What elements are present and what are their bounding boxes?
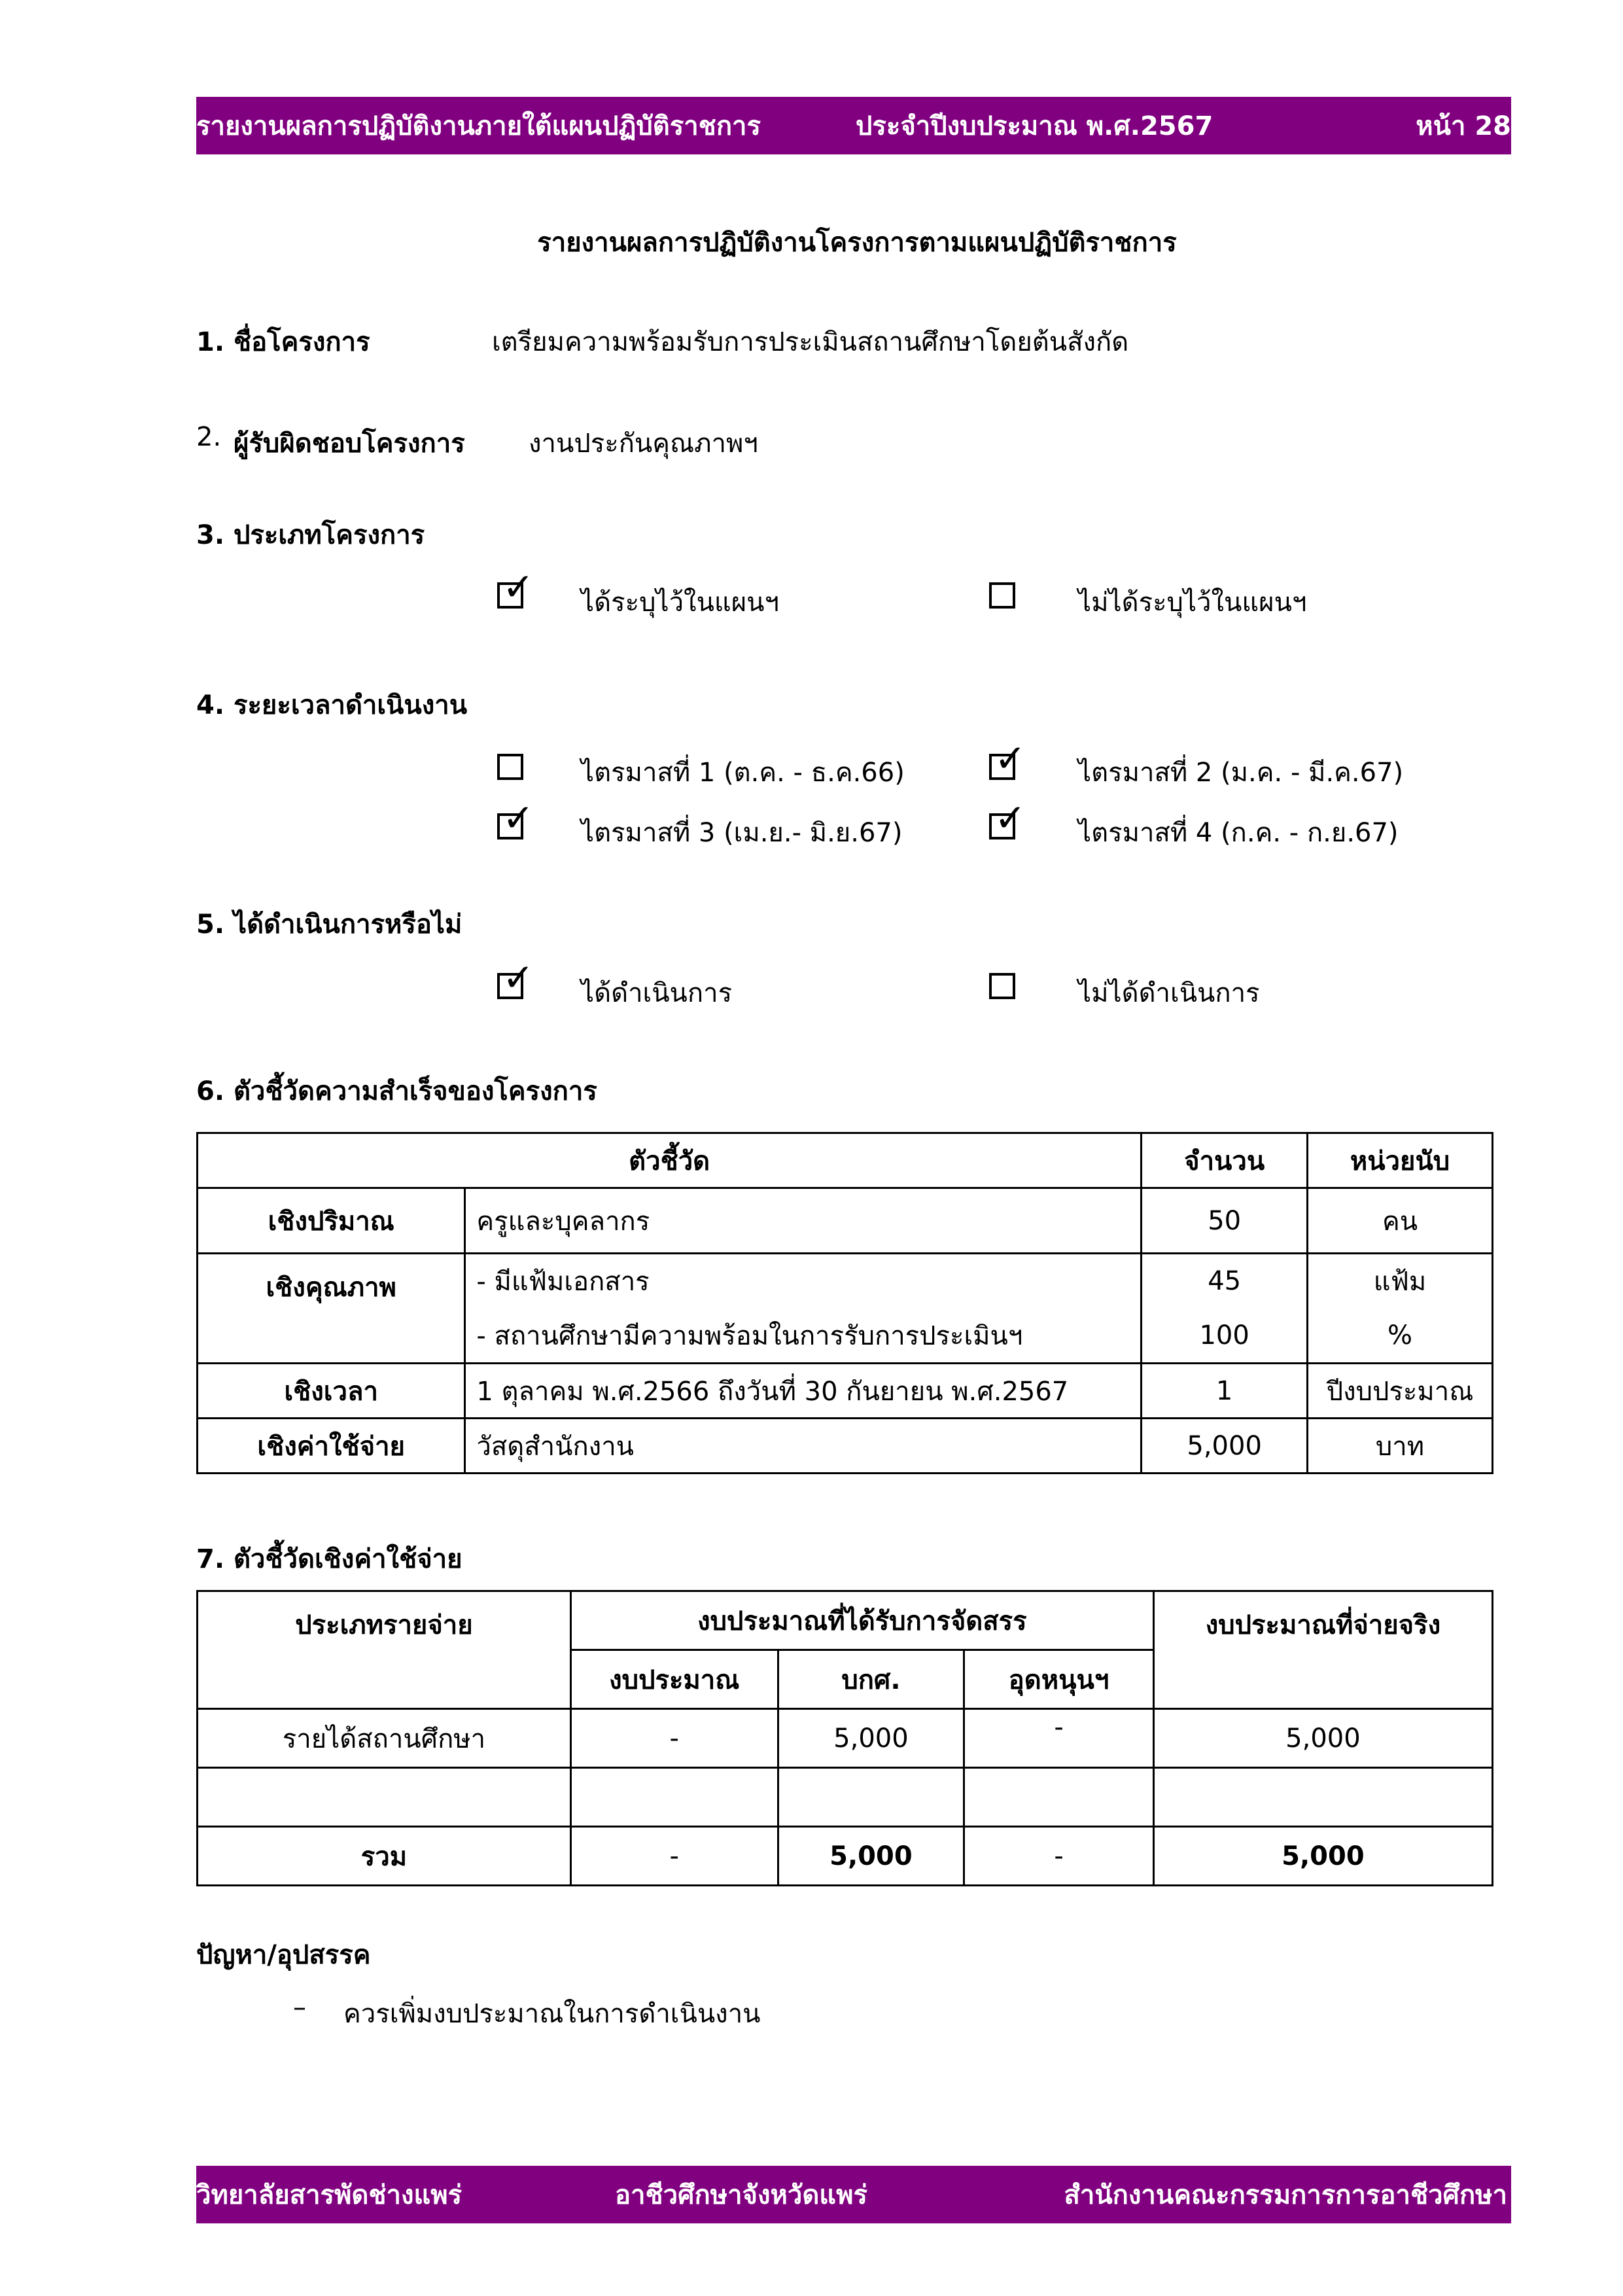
table-header-row bbox=[198, 1133, 1493, 1188]
problem-bullet: – bbox=[293, 1992, 306, 2022]
table-row bbox=[198, 1254, 1493, 1309]
section-6-label: 6. ตัวชี้วัดความสำเร็จของโครงการ bbox=[196, 1076, 597, 1106]
total-budget: - bbox=[570, 1827, 778, 1886]
section-5-label: 5. ได้ดำเนินการหรือไม่ bbox=[196, 910, 462, 940]
header-title: รายงานผลการปฏิบัติงานภายใต้แผนปฏิบัติราชการ bbox=[196, 111, 761, 141]
document-title: รายงานผลการปฏิบัติงานโครงการตามแผนปฏิบัติราชการ bbox=[537, 228, 1177, 258]
project-name: เตรียมความพร้อมรับการประเมินสถานศึกษาโดยต้นสังกัด bbox=[492, 327, 1129, 357]
indicator-type: เชิงคุณภาพ bbox=[198, 1254, 465, 1364]
checkbox-quarter-1[interactable] bbox=[497, 754, 523, 780]
problem-item: ควรเพิ่มงบประมาณในการดำเนินงาน bbox=[343, 1999, 761, 2029]
indicator-desc: - สถานศึกษามีความพร้อมในการรับการประเมินฯ bbox=[465, 1309, 1142, 1364]
option-quarter-4: ไตรมาสที่ 4 (ก.ค. - ก.ย.67) bbox=[1078, 818, 1399, 848]
header-band bbox=[196, 97, 1511, 154]
checkbox-quarter-2[interactable] bbox=[989, 736, 1026, 781]
header-expense-type: ประเภทรายจ่าย bbox=[198, 1591, 571, 1709]
total-subsidy: - bbox=[964, 1827, 1154, 1886]
table-row bbox=[198, 1419, 1493, 1474]
checkbox-in-plan[interactable] bbox=[497, 565, 534, 609]
header-actual-budget: งบประมาณที่จ่ายจริง bbox=[1153, 1591, 1492, 1709]
expense-type bbox=[198, 1768, 571, 1827]
expense-budget: - bbox=[570, 1709, 778, 1768]
option-quarter-3: ไตรมาสที่ 3 (เม.ย.- มิ.ย.67) bbox=[581, 818, 903, 848]
option-not-implemented: ไม่ได้ดำเนินการ bbox=[1078, 978, 1260, 1008]
responsible-unit: งานประกันคุณภาพฯ bbox=[529, 429, 758, 459]
expense-bks bbox=[778, 1768, 964, 1827]
section-1-label: 1. ชื่อโครงการ bbox=[196, 327, 370, 357]
indicator-unit: ปีงบประมาณ bbox=[1308, 1364, 1493, 1419]
footer-province: อาชีวศึกษาจังหวัดแพร่ bbox=[615, 2180, 867, 2210]
header-unit: หน่วยนับ bbox=[1308, 1133, 1493, 1188]
check-icon: ✓ bbox=[502, 565, 534, 609]
expense-bks: 5,000 bbox=[778, 1709, 964, 1768]
footer-office: สำนักงานคณะกรรมการการอาชีวศึกษา bbox=[1064, 2180, 1507, 2210]
option-in-plan: ได้ระบุไว้ในแผนฯ bbox=[581, 588, 779, 618]
indicator-desc: ครูและบุคลากร bbox=[465, 1188, 1142, 1254]
expense-indicator-table bbox=[196, 1590, 1493, 1886]
expense-actual: 5,000 bbox=[1153, 1709, 1492, 1768]
indicator-unit: บาท bbox=[1308, 1419, 1493, 1474]
table-row bbox=[198, 1188, 1493, 1254]
indicator-desc: - มีแฟ้มเอกสาร bbox=[465, 1254, 1142, 1309]
indicator-amount: 100 bbox=[1142, 1309, 1308, 1364]
indicator-desc: 1 ตุลาคม พ.ศ.2566 ถึงวันที่ 30 กันยายน พ.ศ.2567 bbox=[465, 1364, 1142, 1419]
table-header-row bbox=[198, 1591, 1493, 1650]
indicator-amount: 45 bbox=[1142, 1254, 1308, 1309]
header-subsidy: อุดหนุนฯ bbox=[964, 1650, 1154, 1709]
header-page-number: หน้า 28 bbox=[1416, 111, 1511, 141]
check-icon: ✓ bbox=[502, 955, 534, 1000]
header-allocated-budget: งบประมาณที่ได้รับการจัดสรร bbox=[570, 1591, 1153, 1650]
option-quarter-1: ไตรมาสที่ 1 (ต.ค. - ธ.ค.66) bbox=[581, 758, 905, 788]
indicator-unit: แฟ้ม bbox=[1308, 1254, 1493, 1309]
header-bks: บกศ. bbox=[778, 1650, 964, 1709]
footer-band bbox=[196, 2166, 1511, 2223]
section-3-label: 3. ประเภทโครงการ bbox=[196, 520, 425, 550]
checkbox-quarter-3[interactable] bbox=[497, 796, 534, 840]
check-icon: ✓ bbox=[994, 736, 1026, 781]
table-row bbox=[198, 1768, 1493, 1827]
checkbox-implemented[interactable] bbox=[497, 955, 534, 1000]
indicator-type: เชิงค่าใช้จ่าย bbox=[198, 1419, 465, 1474]
checkbox-quarter-4[interactable] bbox=[989, 796, 1026, 840]
indicator-type: เชิงเวลา bbox=[198, 1364, 465, 1419]
total-label: รวม bbox=[198, 1827, 571, 1886]
checkbox-not-in-plan[interactable] bbox=[989, 582, 1015, 609]
option-quarter-2: ไตรมาสที่ 2 (ม.ค. - มี.ค.67) bbox=[1078, 758, 1404, 788]
indicator-amount: 50 bbox=[1142, 1188, 1308, 1254]
table-row bbox=[198, 1709, 1493, 1768]
table-total-row bbox=[198, 1827, 1493, 1886]
expense-type: รายได้สถานศึกษา bbox=[198, 1709, 571, 1768]
header-fiscal-year: ประจำปีงบประมาณ พ.ศ.2567 bbox=[856, 111, 1213, 141]
header-budget: งบประมาณ bbox=[570, 1650, 778, 1709]
section-4-label: 4. ระยะเวลาดำเนินงาน bbox=[196, 690, 468, 720]
total-bks: 5,000 bbox=[778, 1827, 964, 1886]
section-2-label: ผู้รับผิดชอบโครงการ bbox=[234, 429, 465, 459]
check-icon: ✓ bbox=[502, 796, 534, 840]
header-indicator: ตัวชี้วัด bbox=[198, 1133, 1142, 1188]
indicator-unit: % bbox=[1308, 1309, 1493, 1364]
footer-college: วิทยาลัยสารพัดช่างแพร่ bbox=[196, 2180, 462, 2210]
option-not-in-plan: ไม่ได้ระบุไว้ในแผนฯ bbox=[1078, 588, 1307, 618]
expense-budget bbox=[570, 1768, 778, 1827]
indicator-type: เชิงปริมาณ bbox=[198, 1188, 465, 1254]
checkbox-not-implemented[interactable] bbox=[989, 973, 1015, 999]
indicator-amount: 5,000 bbox=[1142, 1419, 1308, 1474]
indicator-unit: คน bbox=[1308, 1188, 1493, 1254]
section-7-label: 7. ตัวชี้วัดเชิงค่าใช้จ่าย bbox=[196, 1544, 462, 1574]
expense-actual bbox=[1153, 1768, 1492, 1827]
check-icon: ✓ bbox=[994, 796, 1026, 840]
table-row bbox=[198, 1364, 1493, 1419]
indicator-desc: วัสดุสำนักงาน bbox=[465, 1419, 1142, 1474]
section-2-number: 2. bbox=[196, 422, 222, 452]
success-indicator-table bbox=[196, 1132, 1493, 1474]
expense-subsidy: - bbox=[964, 1709, 1154, 1768]
total-actual: 5,000 bbox=[1153, 1827, 1492, 1886]
indicator-amount: 1 bbox=[1142, 1364, 1308, 1419]
header-amount: จำนวน bbox=[1142, 1133, 1308, 1188]
option-implemented: ได้ดำเนินการ bbox=[581, 978, 733, 1008]
problems-label: ปัญหา/อุปสรรค bbox=[196, 1940, 371, 1970]
expense-subsidy bbox=[964, 1768, 1154, 1827]
